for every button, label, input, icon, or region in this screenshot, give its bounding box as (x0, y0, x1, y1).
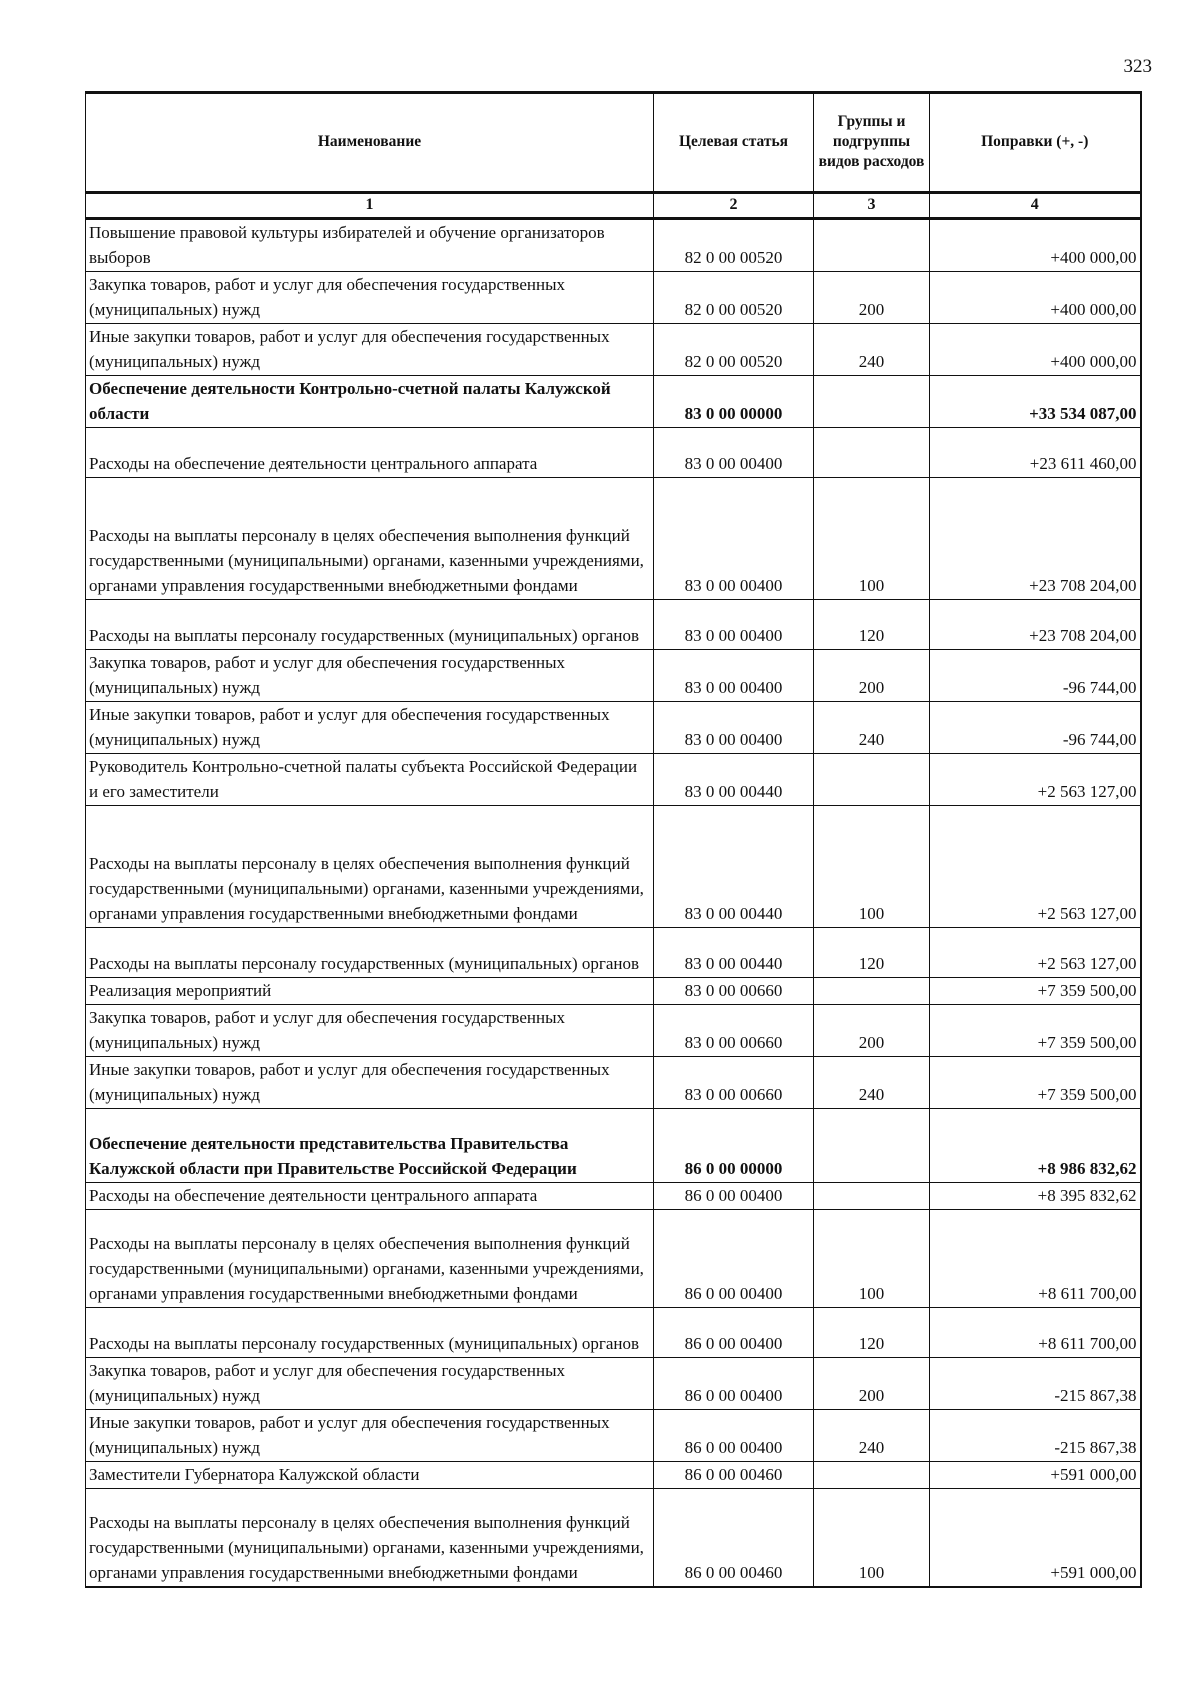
table-row (86, 978, 1141, 1005)
table-row (86, 1489, 1141, 1588)
row-expense-group (814, 1462, 930, 1489)
row-target-article: 86 0 00 00460 (654, 1489, 814, 1588)
table-row (86, 376, 1141, 428)
row-target-article: 82 0 00 00520 (654, 219, 814, 272)
row-expense-group: 200 (814, 1358, 930, 1410)
row-amendment: -215 867,38 (930, 1410, 1141, 1462)
row-name: Расходы на выплаты персоналу государственных (муниципальных) органов (86, 600, 654, 650)
table-row (86, 1183, 1141, 1210)
row-expense-group: 100 (814, 1210, 930, 1308)
row-name: Повышение правовой культуры избирателей и обучение организаторов выборов (86, 219, 654, 272)
row-name: Иные закупки товаров, работ и услуг для обеспечения государственных (муниципальных) нужд (86, 324, 654, 376)
row-name: Руководитель Контрольно-счетной палаты субъекта Российской Федерации и его заместители (86, 754, 654, 806)
header-row (86, 93, 1141, 193)
row-expense-group: 240 (814, 324, 930, 376)
row-expense-group (814, 428, 930, 478)
row-name: Реализация мероприятий (86, 978, 654, 1005)
table-row (86, 1410, 1141, 1462)
row-target-article: 86 0 00 00000 (654, 1109, 814, 1183)
row-target-article: 86 0 00 00400 (654, 1308, 814, 1358)
table-row (86, 324, 1141, 376)
row-name: Расходы на выплаты персоналу государственных (муниципальных) органов (86, 928, 654, 978)
table-row (86, 806, 1141, 928)
row-name: Расходы на выплаты персоналу в целях обеспечения выполнения функций государственными (муниципальными) органами, казенными учреждениями, органами управления государственными внебюджетными фондами (86, 1489, 654, 1588)
row-name: Иные закупки товаров, работ и услуг для обеспечения государственных (муниципальных) нужд (86, 702, 654, 754)
row-amendment: +7 359 500,00 (930, 1005, 1141, 1057)
row-expense-group: 100 (814, 1489, 930, 1588)
table-row (86, 600, 1141, 650)
table-row (86, 754, 1141, 806)
row-target-article: 83 0 00 00660 (654, 978, 814, 1005)
row-expense-group (814, 754, 930, 806)
row-name: Обеспечение деятельности представительства Правительства Калужской области при Правительстве Российской Федерации (86, 1109, 654, 1183)
table-row (86, 1462, 1141, 1489)
row-name: Иные закупки товаров, работ и услуг для обеспечения государственных (муниципальных) нужд (86, 1410, 654, 1462)
row-target-article: 83 0 00 00400 (654, 702, 814, 754)
row-target-article: 83 0 00 00440 (654, 806, 814, 928)
row-name: Закупка товаров, работ и услуг для обеспечения государственных (муниципальных) нужд (86, 1358, 654, 1410)
table-row (86, 928, 1141, 978)
row-target-article: 83 0 00 00660 (654, 1005, 814, 1057)
row-expense-group (814, 978, 930, 1005)
table-row (86, 1005, 1141, 1057)
budget-amendments-table (85, 91, 1142, 1588)
row-name: Расходы на выплаты персоналу в целях обеспечения выполнения функций государственными (муниципальными) органами, казенными учреждениями, органами управления государственными внебюджетными фондами (86, 478, 654, 600)
row-amendment: +2 563 127,00 (930, 754, 1141, 806)
row-target-article: 86 0 00 00400 (654, 1410, 814, 1462)
row-expense-group (814, 376, 930, 428)
row-amendment: -96 744,00 (930, 650, 1141, 702)
row-expense-group: 240 (814, 702, 930, 754)
row-amendment: -215 867,38 (930, 1358, 1141, 1410)
header-name: Наименование (86, 93, 654, 193)
row-target-article: 83 0 00 00000 (654, 376, 814, 428)
table-row (86, 428, 1141, 478)
header-target-article: Целевая статья (654, 93, 814, 193)
row-expense-group: 200 (814, 1005, 930, 1057)
row-expense-group: 200 (814, 272, 930, 324)
table-row (86, 650, 1141, 702)
row-amendment: +400 000,00 (930, 324, 1141, 376)
row-amendment: +7 359 500,00 (930, 978, 1141, 1005)
row-name: Закупка товаров, работ и услуг для обеспечения государственных (муниципальных) нужд (86, 272, 654, 324)
row-expense-group: 240 (814, 1410, 930, 1462)
table-row (86, 1109, 1141, 1183)
row-target-article: 86 0 00 00460 (654, 1462, 814, 1489)
row-name: Расходы на выплаты персоналу государственных (муниципальных) органов (86, 1308, 654, 1358)
row-amendment: +33 534 087,00 (930, 376, 1141, 428)
row-name: Иные закупки товаров, работ и услуг для обеспечения государственных (муниципальных) нужд (86, 1057, 654, 1109)
page-number: 323 (1123, 56, 1152, 77)
column-number-row (86, 193, 1141, 219)
table-row (86, 1358, 1141, 1410)
row-expense-group (814, 1109, 930, 1183)
row-target-article: 83 0 00 00440 (654, 754, 814, 806)
row-amendment: +400 000,00 (930, 272, 1141, 324)
row-amendment: +2 563 127,00 (930, 806, 1141, 928)
row-target-article: 86 0 00 00400 (654, 1210, 814, 1308)
row-expense-group: 200 (814, 650, 930, 702)
row-expense-group: 240 (814, 1057, 930, 1109)
row-amendment: +591 000,00 (930, 1489, 1141, 1588)
row-target-article: 86 0 00 00400 (654, 1358, 814, 1410)
table-row (86, 478, 1141, 600)
row-amendment: +23 708 204,00 (930, 478, 1141, 600)
row-name: Закупка товаров, работ и услуг для обеспечения государственных (муниципальных) нужд (86, 650, 654, 702)
row-amendment: +8 611 700,00 (930, 1308, 1141, 1358)
row-amendment: +591 000,00 (930, 1462, 1141, 1489)
row-target-article: 82 0 00 00520 (654, 272, 814, 324)
row-name: Заместители Губернатора Калужской области (86, 1462, 654, 1489)
row-amendment: +7 359 500,00 (930, 1057, 1141, 1109)
row-amendment: +2 563 127,00 (930, 928, 1141, 978)
row-expense-group (814, 219, 930, 272)
header-amendments: Поправки (+, -) (930, 93, 1141, 193)
column-number: 4 (930, 193, 1141, 219)
column-number: 2 (654, 193, 814, 219)
column-number: 3 (814, 193, 930, 219)
row-target-article: 83 0 00 00400 (654, 600, 814, 650)
header-expense-groups: Группы и подгруппы видов расходов (814, 93, 930, 193)
row-expense-group: 120 (814, 1308, 930, 1358)
table-row (86, 219, 1141, 272)
table-row (86, 272, 1141, 324)
row-name: Закупка товаров, работ и услуг для обеспечения государственных (муниципальных) нужд (86, 1005, 654, 1057)
table-row (86, 702, 1141, 754)
row-target-article: 83 0 00 00400 (654, 650, 814, 702)
row-target-article: 86 0 00 00400 (654, 1183, 814, 1210)
row-expense-group: 100 (814, 806, 930, 928)
table-row (86, 1057, 1141, 1109)
row-name: Расходы на обеспечение деятельности центрального аппарата (86, 1183, 654, 1210)
row-amendment: +8 395 832,62 (930, 1183, 1141, 1210)
row-target-article: 83 0 00 00400 (654, 428, 814, 478)
row-amendment: +8 611 700,00 (930, 1210, 1141, 1308)
row-expense-group: 100 (814, 478, 930, 600)
row-amendment: +400 000,00 (930, 219, 1141, 272)
row-amendment: +8 986 832,62 (930, 1109, 1141, 1183)
row-expense-group (814, 1183, 930, 1210)
row-name: Расходы на выплаты персоналу в целях обеспечения выполнения функций государственными (муниципальными) органами, казенными учреждениями, органами управления государственными внебюджетными фондами (86, 806, 654, 928)
row-name: Расходы на выплаты персоналу в целях обеспечения выполнения функций государственными (муниципальными) органами, казенными учреждениями, органами управления государственными внебюджетными фондами (86, 1210, 654, 1308)
row-target-article: 82 0 00 00520 (654, 324, 814, 376)
table-body (86, 219, 1141, 1588)
row-amendment: +23 708 204,00 (930, 600, 1141, 650)
row-name: Обеспечение деятельности Контрольно-счетной палаты Калужской области (86, 376, 654, 428)
row-amendment: -96 744,00 (930, 702, 1141, 754)
row-expense-group: 120 (814, 928, 930, 978)
row-expense-group: 120 (814, 600, 930, 650)
table-row (86, 1308, 1141, 1358)
row-target-article: 83 0 00 00440 (654, 928, 814, 978)
column-number: 1 (86, 193, 654, 219)
row-target-article: 83 0 00 00660 (654, 1057, 814, 1109)
row-amendment: +23 611 460,00 (930, 428, 1141, 478)
row-name: Расходы на обеспечение деятельности центрального аппарата (86, 428, 654, 478)
table-row (86, 1210, 1141, 1308)
row-target-article: 83 0 00 00400 (654, 478, 814, 600)
